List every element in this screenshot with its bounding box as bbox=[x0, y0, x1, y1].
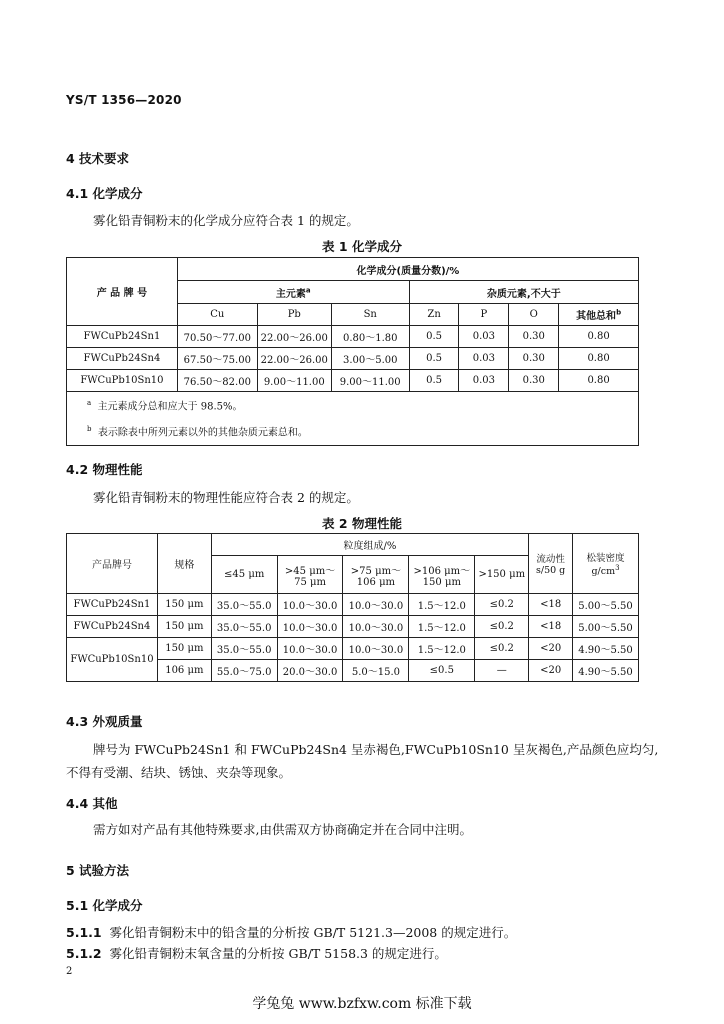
t2-dens: 5.00～5.50 bbox=[573, 594, 639, 616]
t2-v4: ≤0.5 bbox=[409, 660, 475, 682]
t1-header-main-mark: a bbox=[305, 286, 311, 295]
t2-spec: 150 μm bbox=[157, 594, 211, 616]
t1-col-sn: Sn bbox=[331, 304, 409, 326]
t1-sn: 9.00～11.00 bbox=[331, 370, 409, 392]
t1-zn: 0.5 bbox=[409, 348, 459, 370]
clause-5-1-2 bbox=[66, 944, 447, 962]
t2-v1: 55.0～75.0 bbox=[211, 660, 277, 682]
t2-v1: 35.0～55.0 bbox=[211, 638, 277, 660]
t1-note-a bbox=[87, 392, 636, 418]
table-row bbox=[67, 370, 639, 392]
t2-v2: 10.0～30.0 bbox=[277, 594, 343, 616]
standard-number: YS/T 1356—2020 bbox=[66, 93, 182, 107]
section-4-4-paragraph: 需方如对产品有其他特殊要求,由供需双方协商确定并在合同中注明。 bbox=[93, 822, 472, 837]
section-4-1-title: 4.1 化学成分 bbox=[66, 186, 143, 201]
t1-zn: 0.5 bbox=[409, 326, 459, 348]
t2-brand: FWCuPb24Sn4 bbox=[67, 616, 158, 638]
physical-properties-table bbox=[66, 533, 639, 682]
t1-col-o: O bbox=[509, 304, 559, 326]
t1-note-b-text: 表示除表中所列元素以外的其他杂质元素总和。 bbox=[97, 427, 308, 439]
t1-p: 0.03 bbox=[459, 370, 509, 392]
t2-v2: 10.0～30.0 bbox=[277, 638, 343, 660]
t2-header-density-exp: 3 bbox=[615, 563, 620, 572]
t2-v4: 1.5～12.0 bbox=[409, 616, 475, 638]
t1-col-pb: Pb bbox=[257, 304, 331, 326]
t2-v3: 10.0～30.0 bbox=[343, 616, 409, 638]
section-4-2-paragraph: 雾化铅青铜粉末的物理性能应符合表 2 的规定。 bbox=[93, 490, 359, 505]
t2-header-flow bbox=[529, 534, 573, 594]
t2-v5: ≤0.2 bbox=[475, 616, 529, 638]
t2-dens: 4.90～5.50 bbox=[573, 638, 639, 660]
t1-p: 0.03 bbox=[459, 348, 509, 370]
t1-brand: FWCuPb24Sn1 bbox=[67, 326, 178, 348]
t2-col-g4-b: 150 μm bbox=[422, 576, 461, 588]
t1-cu: 67.50～75.00 bbox=[177, 348, 257, 370]
t1-col-other bbox=[559, 304, 639, 326]
table-row bbox=[67, 594, 639, 616]
table-2-caption: 表 2 物理性能 bbox=[322, 516, 402, 531]
clause-5-1-1-number: 5.1.1 bbox=[66, 925, 102, 940]
t1-o: 0.30 bbox=[509, 370, 559, 392]
t2-flow: <20 bbox=[529, 638, 573, 660]
t1-col-cu: Cu bbox=[177, 304, 257, 326]
chemical-composition-table bbox=[66, 257, 639, 446]
t1-zn: 0.5 bbox=[409, 370, 459, 392]
t2-v2: 20.0～30.0 bbox=[277, 660, 343, 682]
section-4-3-title: 4.3 外观质量 bbox=[66, 714, 143, 729]
t2-col-g3-a: >75 μm～ bbox=[350, 565, 402, 577]
t1-col-other-mark: b bbox=[616, 308, 622, 317]
table-row bbox=[67, 326, 639, 348]
t2-col-g3 bbox=[343, 556, 409, 594]
t2-dens: 4.90～5.50 bbox=[573, 660, 639, 682]
t2-dens: 5.00～5.50 bbox=[573, 616, 639, 638]
t1-col-other-label: 其他总和 bbox=[576, 311, 617, 322]
t2-col-g3-b: 106 μm bbox=[356, 576, 396, 588]
t2-v5: — bbox=[475, 660, 529, 682]
t2-v3: 10.0～30.0 bbox=[343, 638, 409, 660]
t2-brand: FWCuPb10Sn10 bbox=[67, 638, 158, 682]
section-5-title: 5 试验方法 bbox=[66, 863, 130, 878]
t2-col-g1: ≤45 μm bbox=[211, 556, 277, 594]
t1-note-a-text: 主元素成分总和应大于 98.5%。 bbox=[97, 401, 243, 413]
t2-v5: ≤0.2 bbox=[475, 638, 529, 660]
t1-brand: FWCuPb24Sn4 bbox=[67, 348, 178, 370]
t1-notes bbox=[67, 392, 639, 446]
section-4-3-line-2: 不得有受潮、结块、锈蚀、夹杂等现象。 bbox=[66, 765, 292, 780]
t1-header-composition: 化学成分(质量分数)/% bbox=[177, 258, 638, 281]
t2-v2: 10.0～30.0 bbox=[277, 616, 343, 638]
t1-other: 0.80 bbox=[559, 348, 639, 370]
t2-v4: 1.5～12.0 bbox=[409, 594, 475, 616]
t2-header-density-unit: g/cm bbox=[591, 566, 616, 578]
t2-col-g4-a: >106 μm～ bbox=[413, 565, 471, 577]
t2-v1: 35.0～55.0 bbox=[211, 616, 277, 638]
section-4-4-title: 4.4 其他 bbox=[66, 796, 118, 811]
t2-header-flow-b: s/50 g bbox=[536, 565, 566, 576]
t2-spec: 150 μm bbox=[157, 616, 211, 638]
t2-header-density-b bbox=[575, 564, 636, 577]
t2-col-g4 bbox=[409, 556, 475, 594]
t2-col-g2-b: 75 μm bbox=[294, 576, 326, 588]
t2-header-density-a: 松装密度 bbox=[586, 552, 625, 564]
site-footer: 学兔兔 www.bzfxw.com 标准下载 bbox=[252, 996, 472, 1012]
t2-col-g5: >150 μm bbox=[475, 556, 529, 594]
clause-5-1-2-number: 5.1.2 bbox=[66, 946, 102, 961]
table-row bbox=[67, 638, 639, 660]
section-4-title: 4 技术要求 bbox=[66, 151, 130, 166]
t1-p: 0.03 bbox=[459, 326, 509, 348]
t2-brand: FWCuPb24Sn1 bbox=[67, 594, 158, 616]
t1-col-p: P bbox=[459, 304, 509, 326]
section-5-1-title: 5.1 化学成分 bbox=[66, 898, 143, 913]
t1-o: 0.30 bbox=[509, 326, 559, 348]
t2-spec: 150 μm bbox=[157, 638, 211, 660]
page-number: 2 bbox=[66, 966, 73, 977]
t2-v3: 5.0～15.0 bbox=[343, 660, 409, 682]
t1-col-zn: Zn bbox=[409, 304, 459, 326]
t2-header-flow-a: 流动性 bbox=[536, 554, 565, 565]
t1-sn: 0.80～1.80 bbox=[331, 326, 409, 348]
section-4-1-paragraph: 雾化铅青铜粉末的化学成分应符合表 1 的规定。 bbox=[93, 213, 359, 228]
section-4-3-line-1: 牌号为 FWCuPb24Sn1 和 FWCuPb24Sn4 呈赤褐色,FWCuPb10Sn10 呈灰褐色,产品颜色应均匀, bbox=[93, 742, 659, 757]
t1-pb: 9.00～11.00 bbox=[257, 370, 331, 392]
clause-5-1-1 bbox=[66, 923, 516, 941]
t1-pb: 22.00～26.00 bbox=[257, 348, 331, 370]
table-row bbox=[67, 616, 639, 638]
table-row bbox=[67, 348, 639, 370]
t1-header-main-label: 主元素 bbox=[275, 288, 306, 300]
t1-header-brand: 产 品 牌 号 bbox=[67, 258, 178, 326]
clause-5-1-2-text: 雾化铅青铜粉末氧含量的分析按 GB/T 5158.3 的规定进行。 bbox=[109, 946, 447, 961]
t2-col-g2 bbox=[277, 556, 343, 594]
clause-5-1-1-text: 雾化铅青铜粉末中的铅含量的分析按 GB/T 5121.3—2008 的规定进行。 bbox=[109, 925, 517, 940]
t1-note-b bbox=[87, 418, 636, 444]
t1-cu: 70.50～77.00 bbox=[177, 326, 257, 348]
t2-flow: <18 bbox=[529, 594, 573, 616]
t1-header-main bbox=[177, 281, 409, 304]
section-4-2-title: 4.2 物理性能 bbox=[66, 462, 143, 477]
t2-header-spec: 规格 bbox=[157, 534, 211, 594]
t1-note-a-mark: a bbox=[87, 399, 92, 407]
t2-header-density bbox=[573, 534, 639, 594]
t1-sn: 3.00～5.00 bbox=[331, 348, 409, 370]
t2-spec: 106 μm bbox=[157, 660, 211, 682]
t1-header-impurity: 杂质元素,不大于 bbox=[409, 281, 638, 304]
t1-other: 0.80 bbox=[559, 326, 639, 348]
t2-flow: <18 bbox=[529, 616, 573, 638]
t2-v1: 35.0～55.0 bbox=[211, 594, 277, 616]
t2-v5: ≤0.2 bbox=[475, 594, 529, 616]
t1-o: 0.30 bbox=[509, 348, 559, 370]
t2-header-grain: 粒度组成/% bbox=[211, 534, 529, 556]
t2-header-brand: 产品牌号 bbox=[67, 534, 158, 594]
t2-v3: 10.0～30.0 bbox=[343, 594, 409, 616]
t2-col-g2-a: >45 μm～ bbox=[284, 565, 336, 577]
t1-note-b-mark: b bbox=[87, 425, 92, 434]
t1-pb: 22.00～26.00 bbox=[257, 326, 331, 348]
t1-other: 0.80 bbox=[559, 370, 639, 392]
t1-brand: FWCuPb10Sn10 bbox=[67, 370, 178, 392]
t2-flow: <20 bbox=[529, 660, 573, 682]
t2-v4: 1.5～12.0 bbox=[409, 638, 475, 660]
table-1-caption: 表 1 化学成分 bbox=[322, 239, 402, 254]
t1-cu: 76.50～82.00 bbox=[177, 370, 257, 392]
